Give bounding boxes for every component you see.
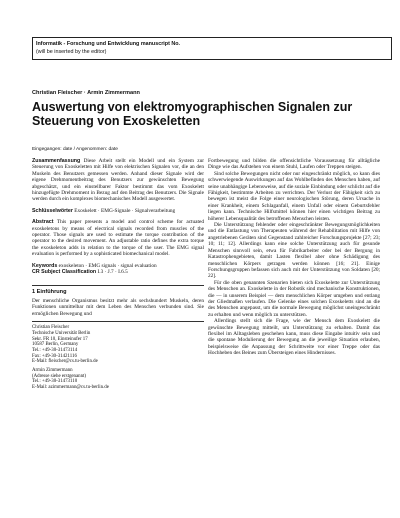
editor-note: (will be inserted by the editor) [36,49,107,55]
author1-institution: Technische Universität Berlin [32,330,91,336]
author2-name: Armin Zimmermann [32,368,73,374]
body-paragraph: Allerdings stellt sich die Frage, wie der Mensch dem Exoskelett die gewünschte Bewegung mitteilt, um Unterstützung zu erhalten. Damit das flexibel im Alltagsleben geschehen kann, muss diese Eingabe intuitiv sein und die spontane Modulierung der Bewegung an die jeweilige Situation erlauben, beispielsweise die Anpassung der Schrittweite vor einer Treppe oder das Hochheben des Beines zum Übersteigen eines Hindernisses. [208,318,380,357]
abstract-text: This paper presents a model and control scheme for actuated exoskeletons by means of electrical signals recorded from muscles of the operator. Those signals are used to estimate the torque contribution of the operator to the desired movement. An adjustable ratio defines the extra torque the exoskeleton adds in relation to the torque of the user. The EMG signal evaluation is performed by a sophisticated biomechanical model. [32,219,205,258]
received-accepted-dates: Eingegangen: date / Angenommen: date [32,147,118,152]
author2-email: E-Mail: azimmermann@cs.tu-berlin.de [32,385,109,391]
manuscript-header-box [32,37,392,60]
author1-city: 10587 Berlin, Germany [32,342,79,348]
right-column [208,158,380,357]
author1-fax: Fax: +49-30-31421116 [32,353,77,359]
author1-name: Christian Fleischer [32,325,70,331]
author1-phone: Tel.: +49-30-31473114 [32,347,78,353]
author-line: Christian Fleischer · Armin Zimmermann [32,90,140,96]
keywords-text: exoskeleton · EMG signals · signal evaluation [58,262,157,269]
journal-line: Informatik - Forschung und Entwicklung manuscript No. [36,41,181,47]
affiliation-divider [32,321,204,322]
section1-text: Der menschliche Organismus besitzt mehr als sechshundert Muskeln, deren Funktionen unmittelbar mit dem Leben des Menschen verbunden sind. Sie ermöglichen Bewegung und [32,297,204,317]
body-paragraph: Die Unterstützung fehlender oder eingeschränkter Bewegungsmöglichkeiten und die Entlastung von Therapeuten während der Rehabilitation mit Hilfe von angetriebenen Geräten sind Gegenstand zahlreicher Forschungsprojekte [27; 23; 10; 11; 12]. Allerdings kann eine solche Unterstützung auch für gesunde Menschen sinnvoll sein, etwa für Fabrikarbeiter oder bei der Bergung in Katastrophengebieten, damit Lasten flexibel aber ohne Schädigung des menschlichen Körpers getragen werden können [16; 21]. Einige Forschungsgruppen befassen sich auch mit der Unterstützung von Soldaten [20; 22]. [208,222,380,280]
body-paragraph: Sind solche Bewegungen nicht oder nur eingeschränkt möglich, so kann dies schwerwiegende Auswirkungen auf das Wohlbefinden des Menschen haben, auf seine unabhängige Lebensweise, auf die soziale Einbindung oder schlicht auf die Fähigkeit, bestimmte Arbeiten zu verrichten. Der Verlust der Fähigkeit sich zu bewegen ist meist die Folge einer neurologischen Störung, deren Ursache in einer Krankheit, einem Schlaganfall, einem Unfall oder einem Geburtsfehler liegen kann. Technische Hilfsmittel können hier einen wichtigen Beitrag zu höherer Lebensqualität des betroffenen Menschen leisten. [208,170,380,222]
paper-title: Auswertung von elektromyographischen Signalen zur Steuerung von Exoskeletten [32,100,353,128]
left-column [32,158,204,391]
zusammenfassung-label: Zusammenfassung [32,158,81,164]
abstract-label: Abstract [32,219,54,226]
author1-street: Sekr. FR 10, Einsteinufer 17 [32,336,88,342]
author2-address: (Adresse siehe erstgenannt) [32,373,87,379]
zusammenfassung-paragraph [32,158,204,203]
schluesselwoerter-label: Schlüsselwörter [32,207,73,214]
affiliation-block [32,325,204,391]
author1-email: E-Mail: fleischer@cs.tu-berlin.de [32,359,98,365]
schluesselwoerter-text: Exoskelett · EMG-Signale · Signalverarbeitung [74,207,176,214]
body-paragraph: Für die oben genannten Szenarien bieten sich Exoskelette zur Unterstützung des Menschen an. Exoskelette in der Robotik sind mechanische Konstruktionen, die — in unserem Beispiel — dem menschlichen Körper umgeben und entlang der Gliedmaßen verlaufen. Die Gelenke eines solchen Exoskeletts sind an die des Menschen angepasst, um die normale Bewegung möglichst uneingeschränkt zu erhalten und wenn möglich zu unterstützen. [208,279,380,318]
body-paragraph: Fortbewegung und bilden die offensichtliche Voraussetzung für alltägliche Dinge wie das Aufstehen von einem Stuhl, Laufen oder Treppen steigen. [208,158,380,171]
author2-phone: Tel.: +49-30-31473110 [32,379,78,385]
cr-subject-label: CR Subject Classification [32,269,97,276]
section-heading: 1 Einführung [32,288,67,295]
abstract-paragraph [32,219,204,257]
cr-subject-text: I.3 · J.7 · I.6.5 [97,269,128,276]
keywords-label: Keywords [32,262,58,269]
section-divider [32,285,204,286]
zusammenfassung-text: Diese Arbeit stellt ein Modell und ein System zur Steuerung von Exoskeletten mit Hilfe von elektrischen Signalen vor, die an den Muskeln des Benutzers gemessen werden. Anhand dieser Signale wird der eigene Drehmomentbeitrag des Benutzers zur gewünschten Bewegung abgeschätzt, und ein einstellbarer Faktor bestimmt das vom Exoskelett hinzugefügte Drehmoment in Bezug auf den Beitrag des Benutzers. Die Signale werden durch ein komplexes biomechanisches Modell ausgewertet. [32,158,205,203]
